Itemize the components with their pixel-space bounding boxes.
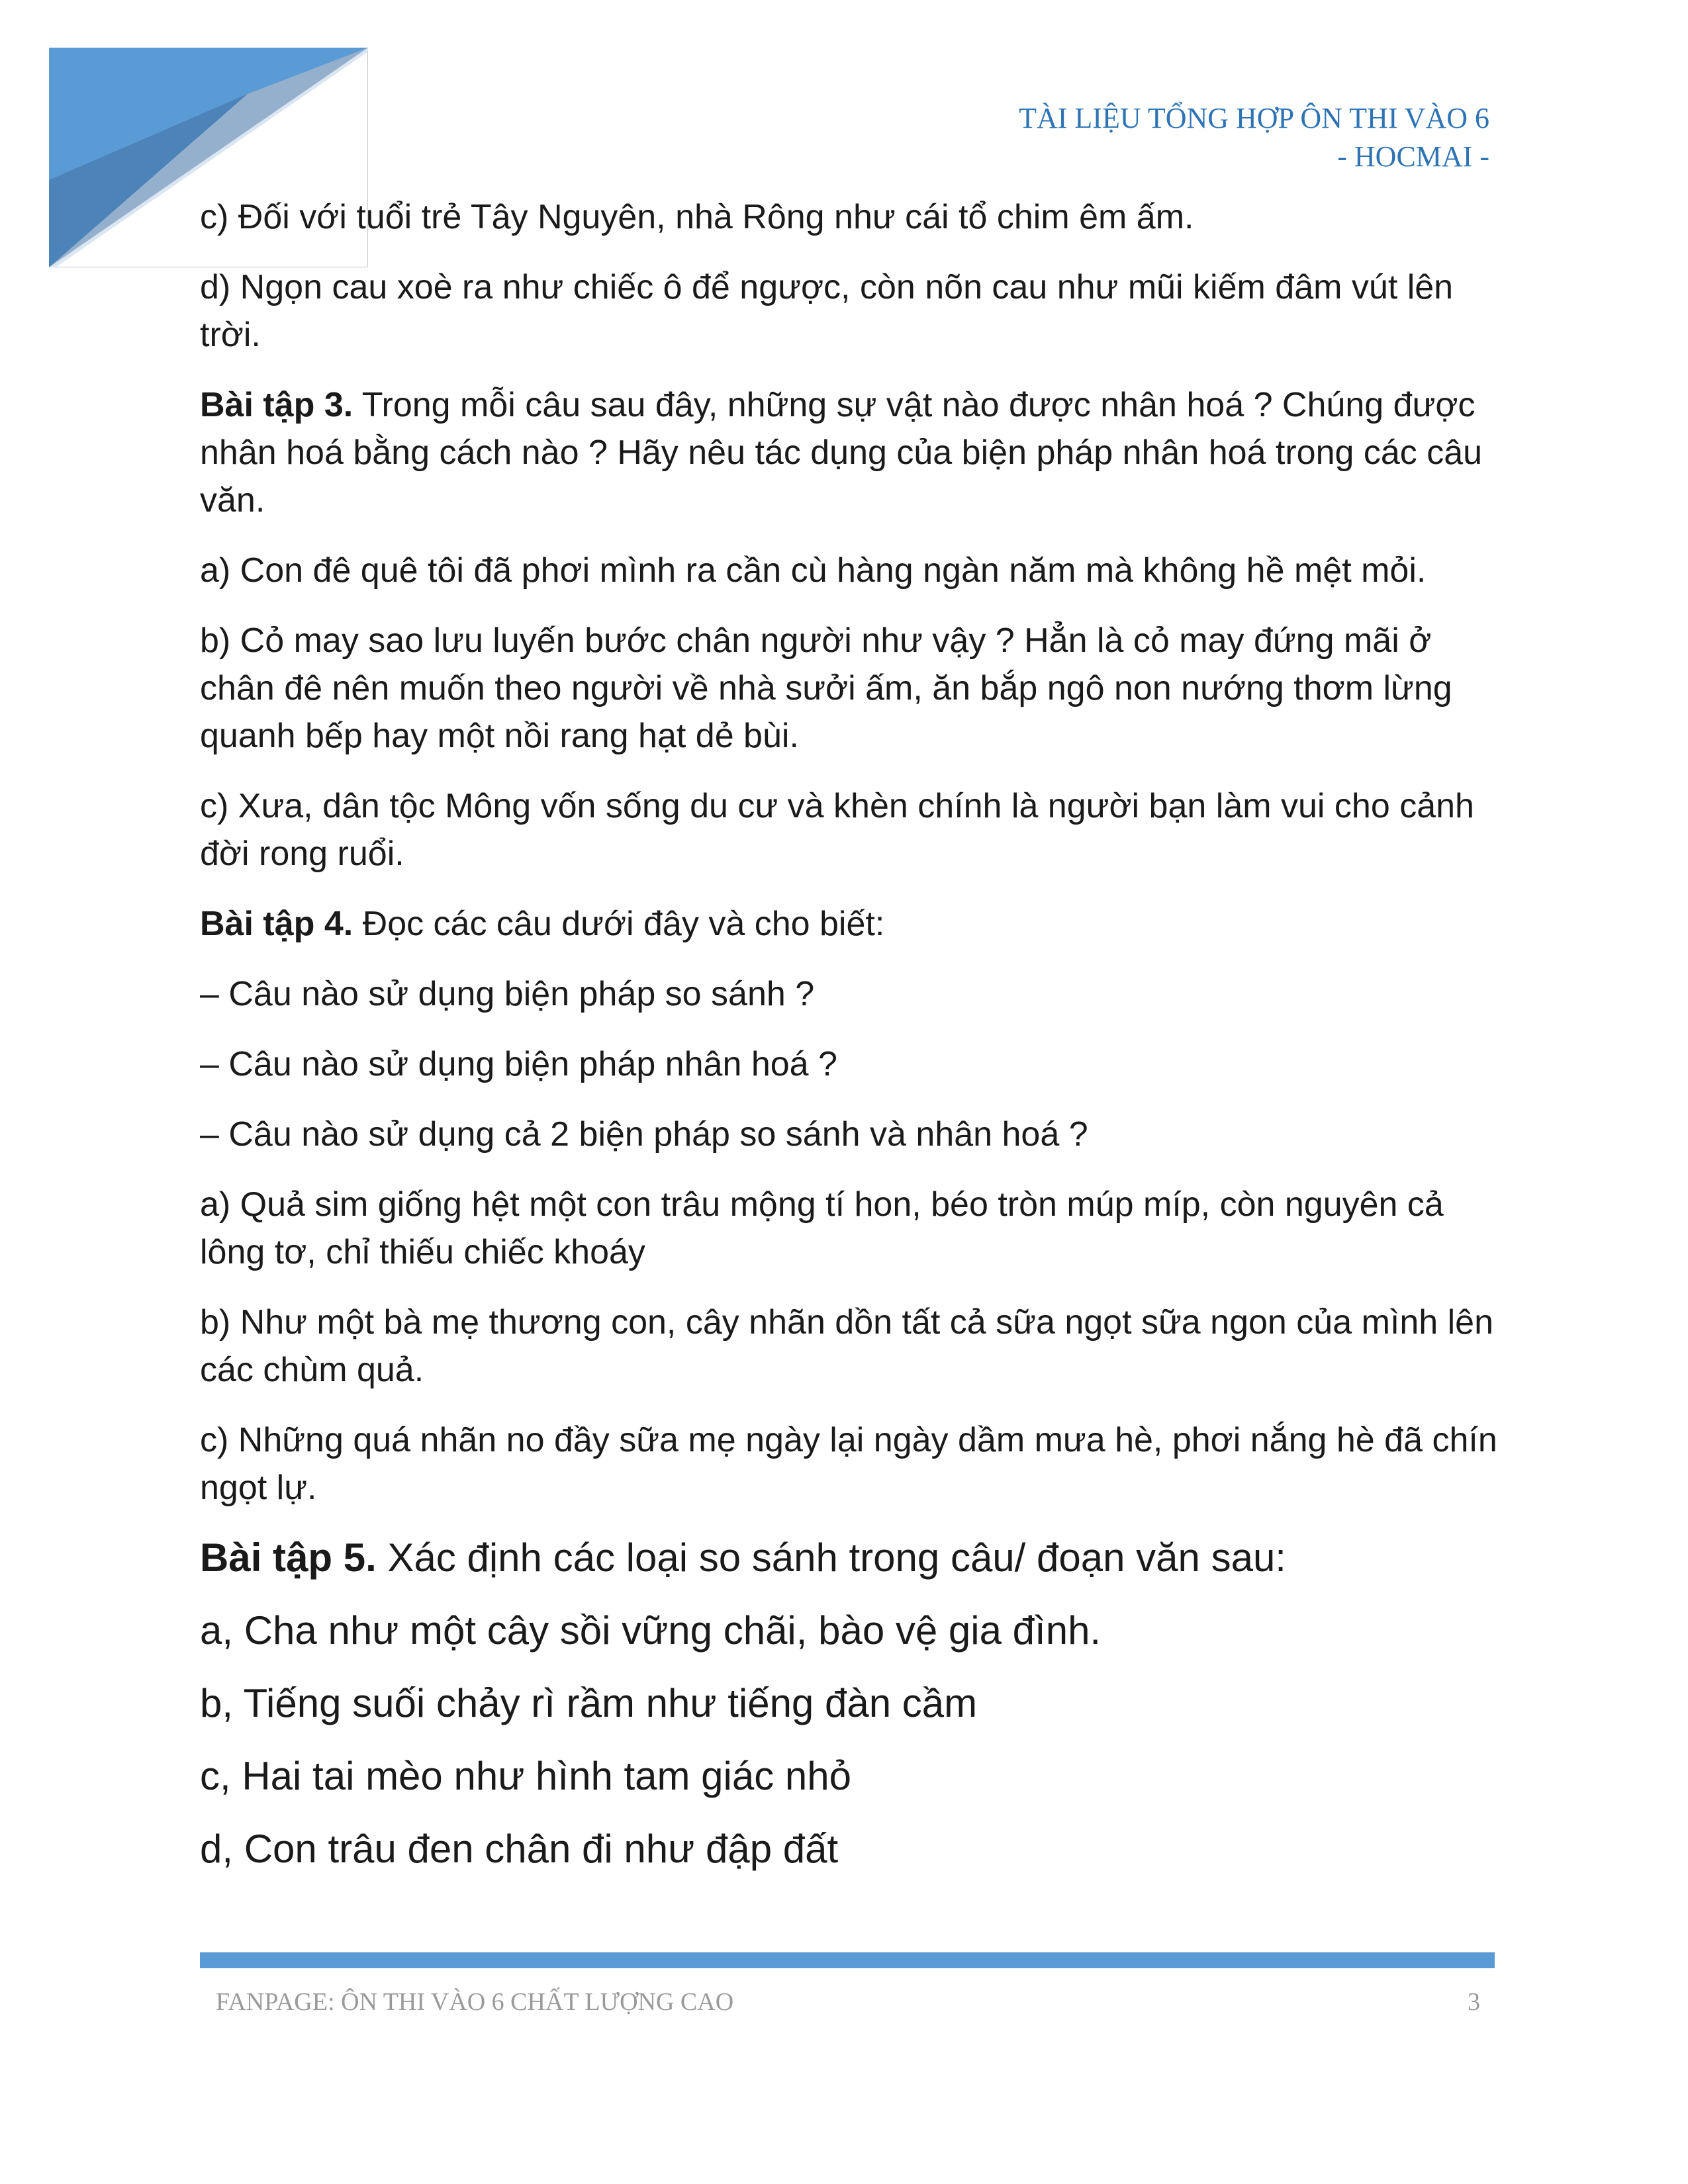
list-item: d, Con trâu đen chân đi như đập đất <box>200 1827 839 1871</box>
list-item: – Câu nào sử dụng biện pháp so sánh ? <box>200 975 815 1013</box>
document-footer <box>216 1987 1480 2017</box>
paragraph: b) Cỏ may sao lưu luyến bước chân người như vậy ? Hẳn là cỏ may đứng mãi ở chân đê nên muốn theo người về nhà sưởi ấm, ăn bắp ngô non nướng thơm lừng quanh bếp hay một nồi rang hạt dẻ bùi. <box>200 621 1452 755</box>
exercise-5-heading: Bài tập 5. Xác định các loại so sánh trong câu/ đoạn văn sau: <box>200 1535 1286 1580</box>
paragraph: a) Quả sim giống hệt một con trâu mộng tí hon, béo tròn múp míp, còn nguyên cả lông tơ, chỉ thiếu chiếc khoáy <box>200 1185 1444 1271</box>
page-number: 3 <box>1468 1988 1480 2016</box>
footer-divider <box>200 1952 1495 1968</box>
header-title: TÀI LIỆU TỔNG HỢP ÔN THI VÀO 6 <box>1019 102 1489 134</box>
paragraph: c) Đối với tuổi trẻ Tây Nguyên, nhà Rông như cái tổ chim êm ấm. <box>200 198 1194 236</box>
paragraph: c) Xưa, dân tộc Mông vốn sống du cư và khèn chính là người bạn làm vui cho cảnh đời rong ruổi. <box>200 787 1474 873</box>
footer-fanpage-text: FANPAGE: ÔN THI VÀO 6 CHẤT LƯỢNG CAO <box>216 1988 734 2016</box>
paragraph: a) Con đê quê tôi đã phơi mình ra cần cù hàng ngàn năm mà không hề mệt mỏi. <box>200 551 1427 590</box>
page-content <box>200 193 1497 1876</box>
list-item: – Câu nào sử dụng cả 2 biện pháp so sánh và nhân hoá ? <box>200 1115 1088 1154</box>
list-item: c, Hai tai mèo như hình tam giác nhỏ <box>200 1754 852 1798</box>
document-header <box>1019 99 1489 176</box>
paragraph: c) Những quá nhãn no đầy sữa mẹ ngày lại ngày dầm mưa hè, phơi nắng hè đã chín ngọt lự. <box>200 1421 1497 1507</box>
paragraph: b) Như một bà mẹ thương con, cây nhãn dồn tất cả sữa ngọt sữa ngon của mình lên các chùm quả. <box>200 1303 1494 1389</box>
list-item: b, Tiếng suối chảy rì rầm như tiếng đàn cầm <box>200 1681 978 1725</box>
exercise-4-heading: Bài tập 4. Đọc các câu dưới đây và cho biết: <box>200 905 885 943</box>
header-subtitle: - HOCMAI - <box>1337 140 1489 173</box>
list-item: a, Cha như một cây sồi vững chãi, bào vệ gia đình. <box>200 1608 1102 1653</box>
list-item: – Câu nào sử dụng biện pháp nhân hoá ? <box>200 1045 837 1083</box>
exercise-3-heading: Bài tập 3. Trong mỗi câu sau đây, những sự vật nào được nhân hoá ? Chúng được nhân hoá bằng cách nào ? Hãy nêu tác dụng của biện pháp nhân hoá trong các câu văn. <box>200 386 1483 520</box>
paragraph: d) Ngọn cau xoè ra như chiếc ô để ngược, còn nõn cau như mũi kiếm đâm vút lên trời. <box>200 268 1454 354</box>
